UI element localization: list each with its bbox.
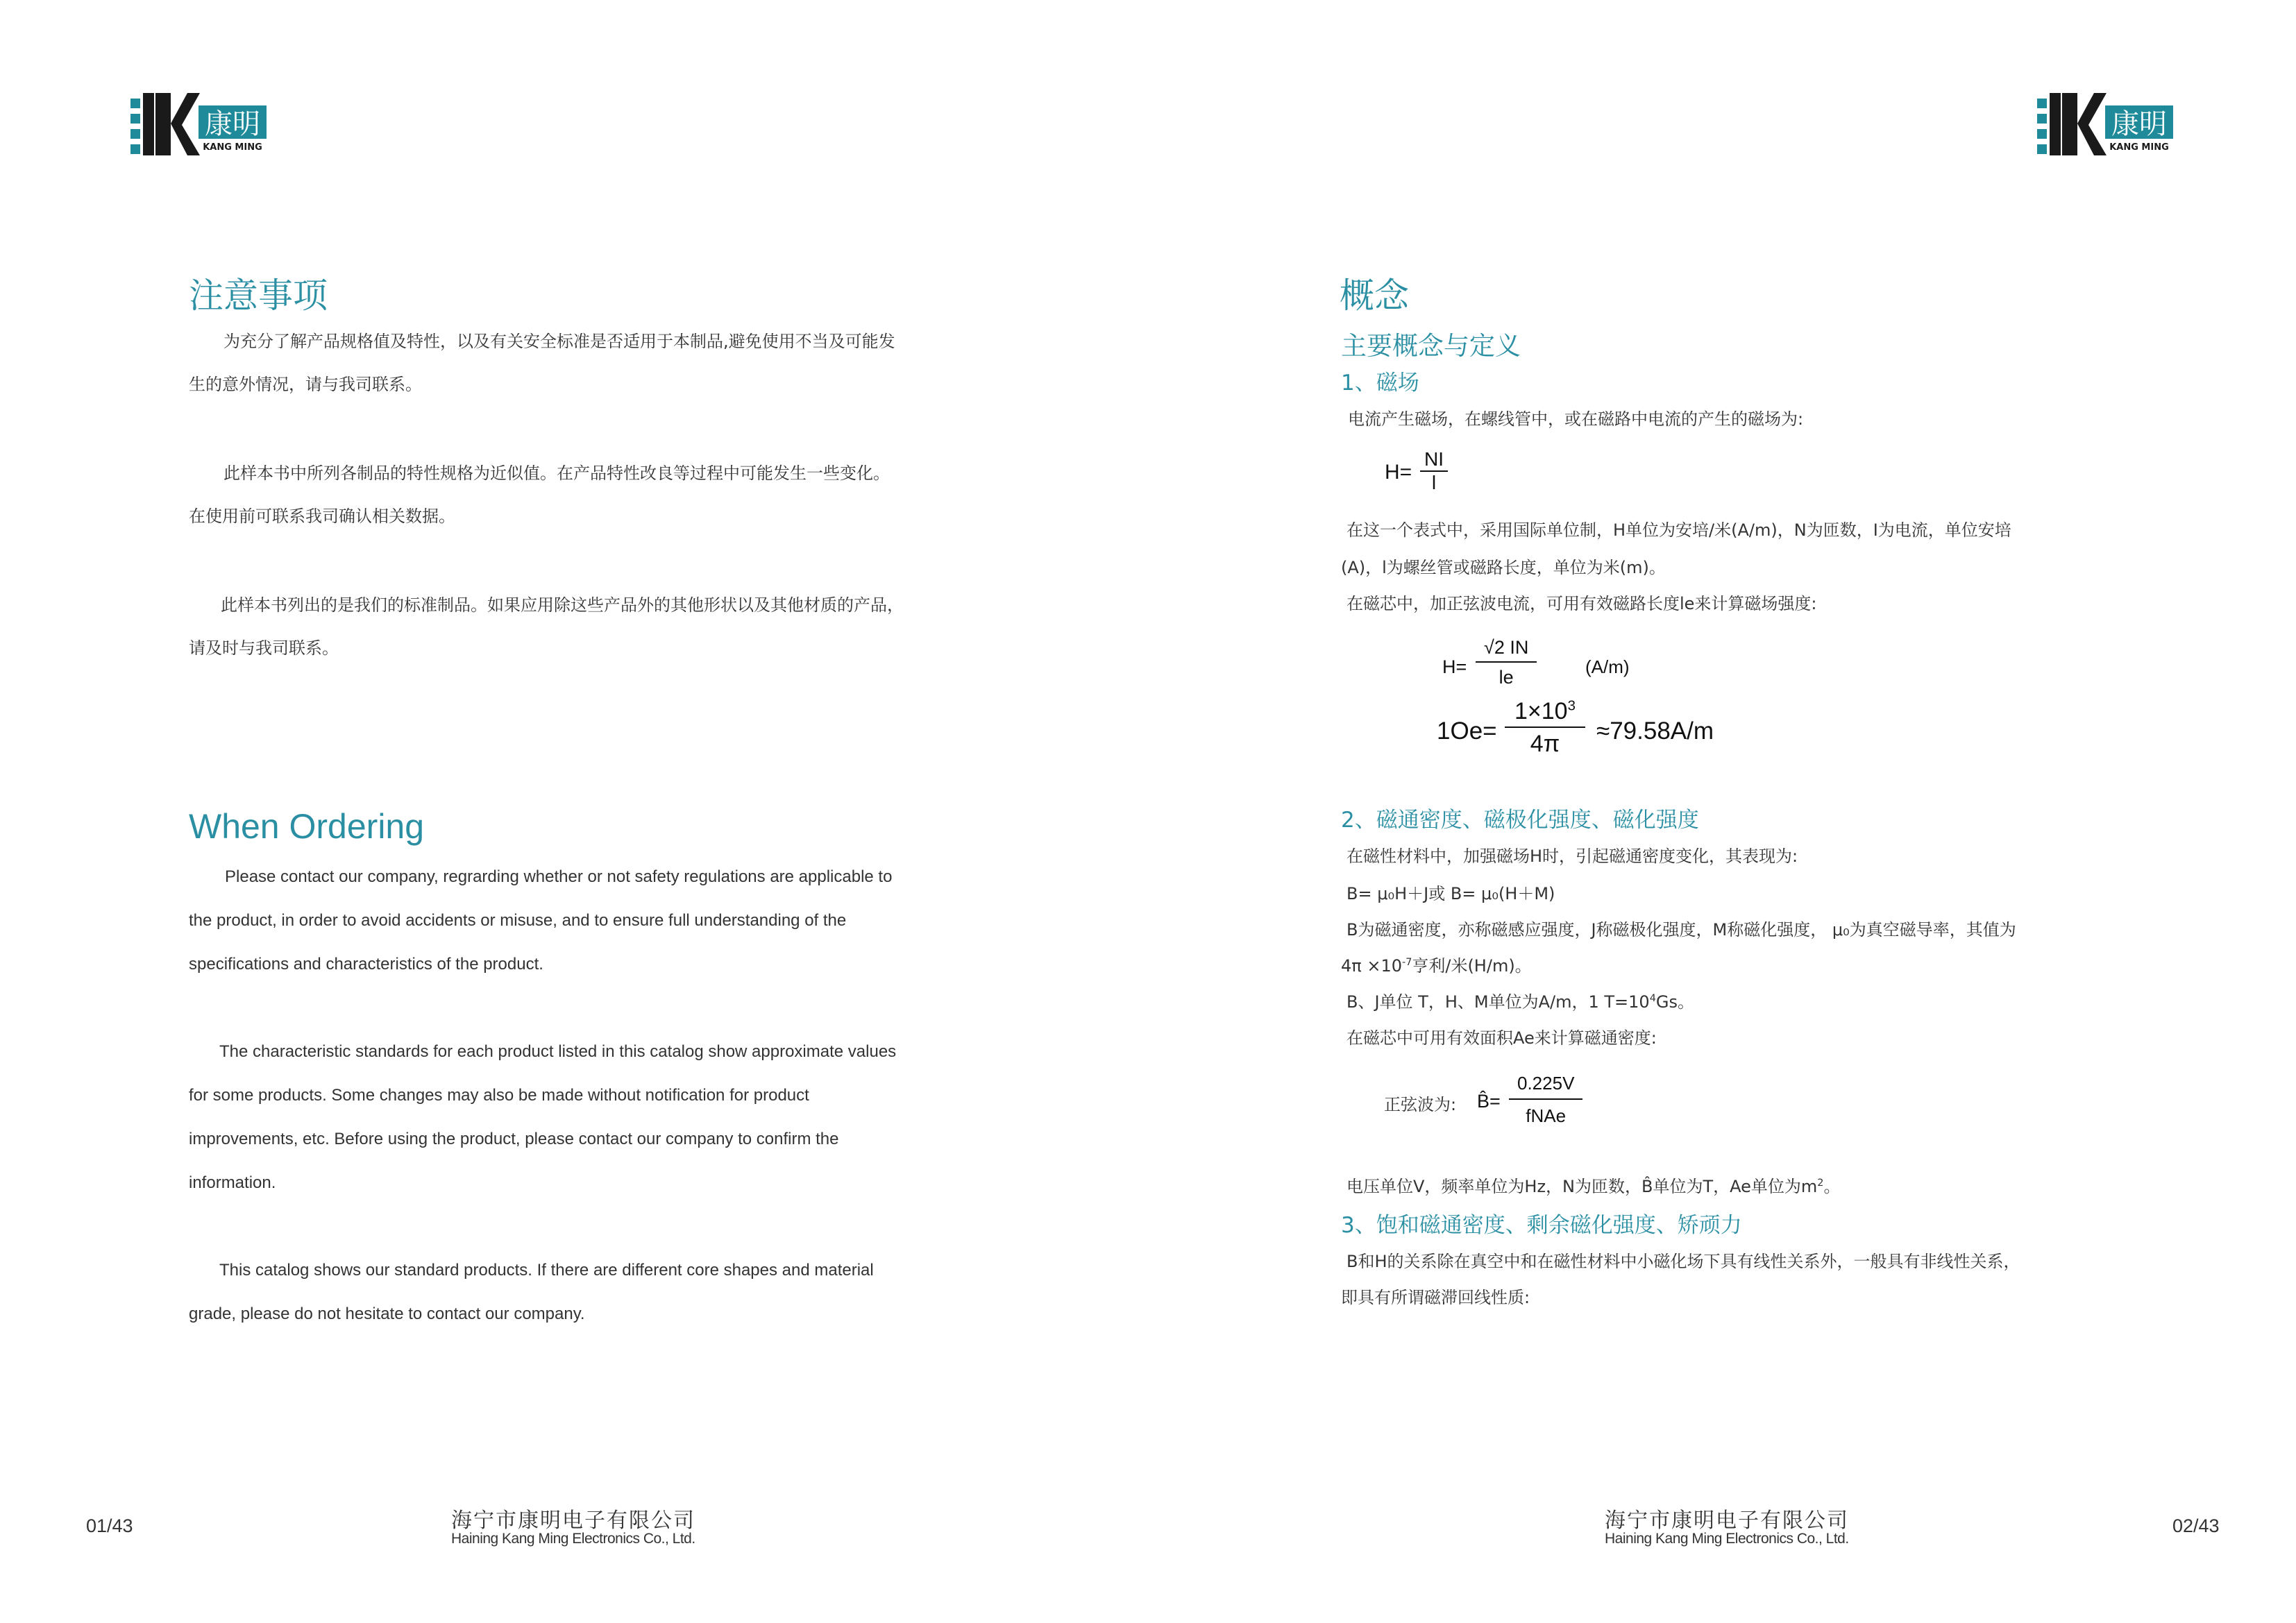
logo-mark: [2037, 93, 2176, 157]
formula-h-lhs: H=: [1385, 461, 1412, 484]
s2-line-3: B为磁通密度，亦称磁感应强度，J称磁极化强度，M称磁化强度， μ₀为真空磁导率，其值为: [1347, 920, 2016, 940]
s1-desc-3: 在磁芯中，加正弦波电流，可用有效磁路长度le来计算磁场强度:: [1347, 594, 1817, 613]
s2-line-1: 在磁性材料中，加强磁场H时，引起磁通密度变化，其表现为:: [1347, 847, 1798, 866]
en-paragraph-2-line-3: improvements, etc. Before using the product, please contact our company to confirm the: [189, 1130, 839, 1148]
cn-paragraph-2-line-1: 此样本书中所列各制品的特性规格为近似值。在产品特性改良等过程中可能发生一些变化。: [223, 464, 890, 483]
formula-h-denominator: l: [1431, 472, 1437, 493]
cn-paragraph-1-line-2: 生的意外情况，请与我司联系。: [189, 375, 422, 394]
formula-b-numerator: 0.225V: [1509, 1073, 1582, 1100]
section-3-title: 3、饱和磁通密度、剩余磁化强度、矫顽力: [1341, 1213, 1742, 1238]
formula-h2-fraction: [1476, 637, 1537, 688]
en-paragraph-3-line-2: grade, please do not hesitate to contact our company.: [189, 1305, 585, 1323]
cn-paragraph-3-line-2: 请及时与我司联系。: [189, 638, 339, 658]
page-number-right: 02/43: [2172, 1515, 2220, 1536]
subtitle-main-concepts: 主要概念与定义: [1341, 331, 1521, 361]
svg-text:康明: 康明: [2111, 108, 2167, 140]
formula-h2-lhs: H=: [1442, 656, 1467, 677]
s1-desc-2: (A)，l为螺丝管或磁路长度，单位为米(m)。: [1341, 558, 1666, 577]
footer-company-en-right: Haining Kang Ming Electronics Co., Ltd.: [1605, 1531, 1849, 1547]
cn-paragraph-3-line-1: 此样本书列出的是我们的标准制品。如果应用除这些产品外的其他形状以及其他材质的产品，: [221, 595, 904, 615]
formula-h-numerator: NI: [1420, 448, 1448, 472]
s3-line-2: 即具有所谓磁滞回线性质:: [1341, 1288, 1530, 1307]
s1-desc-1: 在这一个表式中，采用国际单位制，H单位为安培/米(A/m)，N为匝数，I为电流，单位安培: [1347, 520, 2011, 540]
formula-oe-fraction: [1505, 698, 1585, 758]
svg-text:康明: 康明: [205, 108, 260, 140]
svg-text:KANG MING: KANG MING: [2109, 142, 2169, 153]
cn-paragraph-1-line-1: 为充分了解产品规格值及特性，以及有关安全标准是否适用于本制品,避免使用不当及可能发: [223, 332, 895, 351]
en-paragraph-2-line-1: The characteristic standards for each product listed in this catalog show approximate values: [219, 1042, 897, 1061]
formula-oe-lhs: 1Oe=: [1437, 717, 1497, 745]
formula-oe-numerator: $1\times 10^3$: [1505, 698, 1585, 728]
en-paragraph-1-line-1: Please contact our company, regrarding whether or not safety regulations are applicable to: [225, 867, 893, 886]
formula-h-fraction: [1420, 448, 1448, 494]
section-title-when-ordering: When Ordering: [189, 807, 425, 846]
s1-intro: 电流产生磁场，在螺线管中，或在磁路中电流的产生的磁场为:: [1348, 409, 1804, 429]
footer-company-cn-left: 海宁市康明电子有限公司: [451, 1509, 695, 1533]
formula-b-lhs: B̂=: [1477, 1091, 1501, 1112]
en-paragraph-2-line-2: for some products. Some changes may also be made without notification for product: [189, 1086, 809, 1105]
s2-line-5: B、J单位 T，H、M单位为A/m，1 $T=10^4Gs$。: [1347, 992, 1694, 1012]
formula-h2-numerator: √2 IN: [1476, 637, 1537, 663]
formula-b-fraction: [1509, 1073, 1582, 1127]
formula-h2-unit: (A/m): [1585, 656, 1630, 677]
formula-b-label: 正弦波为:: [1384, 1095, 1457, 1114]
en-paragraph-1-line-2: the product, in order to avoid accidents or misuse, and to ensure full understanding of the: [189, 911, 847, 930]
footer-company-cn-right: 海宁市康明电子有限公司: [1605, 1509, 1849, 1533]
section-1-title: 1、磁场: [1341, 371, 1419, 396]
en-paragraph-1-line-3: specifications and characteristics of the product.: [189, 955, 543, 974]
formula-h2-denominator: le: [1499, 667, 1514, 688]
cn-paragraph-2-line-2: 在使用前可联系我司确认相关数据。: [189, 507, 455, 526]
page-number-left: 01/43: [86, 1515, 133, 1536]
formula-oe-denominator: 4π: [1530, 731, 1560, 757]
s2-line-7: 电压单位V，频率单位为Hz，N为匝数，B̂单位为T，Ae单位为$m^2$。: [1347, 1177, 1841, 1196]
footer-company-en-left: Haining Kang Ming Electronics Co., Ltd.: [451, 1531, 695, 1547]
s2-line-2: B= μ₀H＋J或 B= μ₀(H＋M): [1347, 884, 1555, 903]
s2-line-4: $4\pi \times 10^{-7}$亨利/米(H/m)。: [1341, 956, 1532, 976]
company-logo: [130, 93, 269, 157]
logo-mark: [130, 93, 269, 157]
s2-line-6: 在磁芯中可用有效面积Ae来计算磁通密度:: [1347, 1028, 1657, 1048]
company-logo-right: [2037, 93, 2176, 157]
section-title-cautions: 注意事项: [189, 275, 328, 316]
svg-text:KANG MING: KANG MING: [203, 142, 262, 153]
formula-oe-rhs: ≈79.58A/m: [1596, 717, 1714, 745]
en-paragraph-3-line-1: This catalog shows our standard products. If there are different core shapes and material: [219, 1261, 874, 1280]
section-2-title: 2、磁通密度、磁极化强度、磁化强度: [1341, 808, 1699, 833]
formula-b-denominator: fNAe: [1526, 1105, 1567, 1126]
s3-line-1: B和H的关系除在真空中和在磁性材料中小磁化场下具有线性关系外，一般具有非线性关系，: [1347, 1252, 2020, 1271]
section-title-concepts: 概念: [1340, 275, 1409, 316]
en-paragraph-2-line-4: information.: [189, 1173, 276, 1192]
